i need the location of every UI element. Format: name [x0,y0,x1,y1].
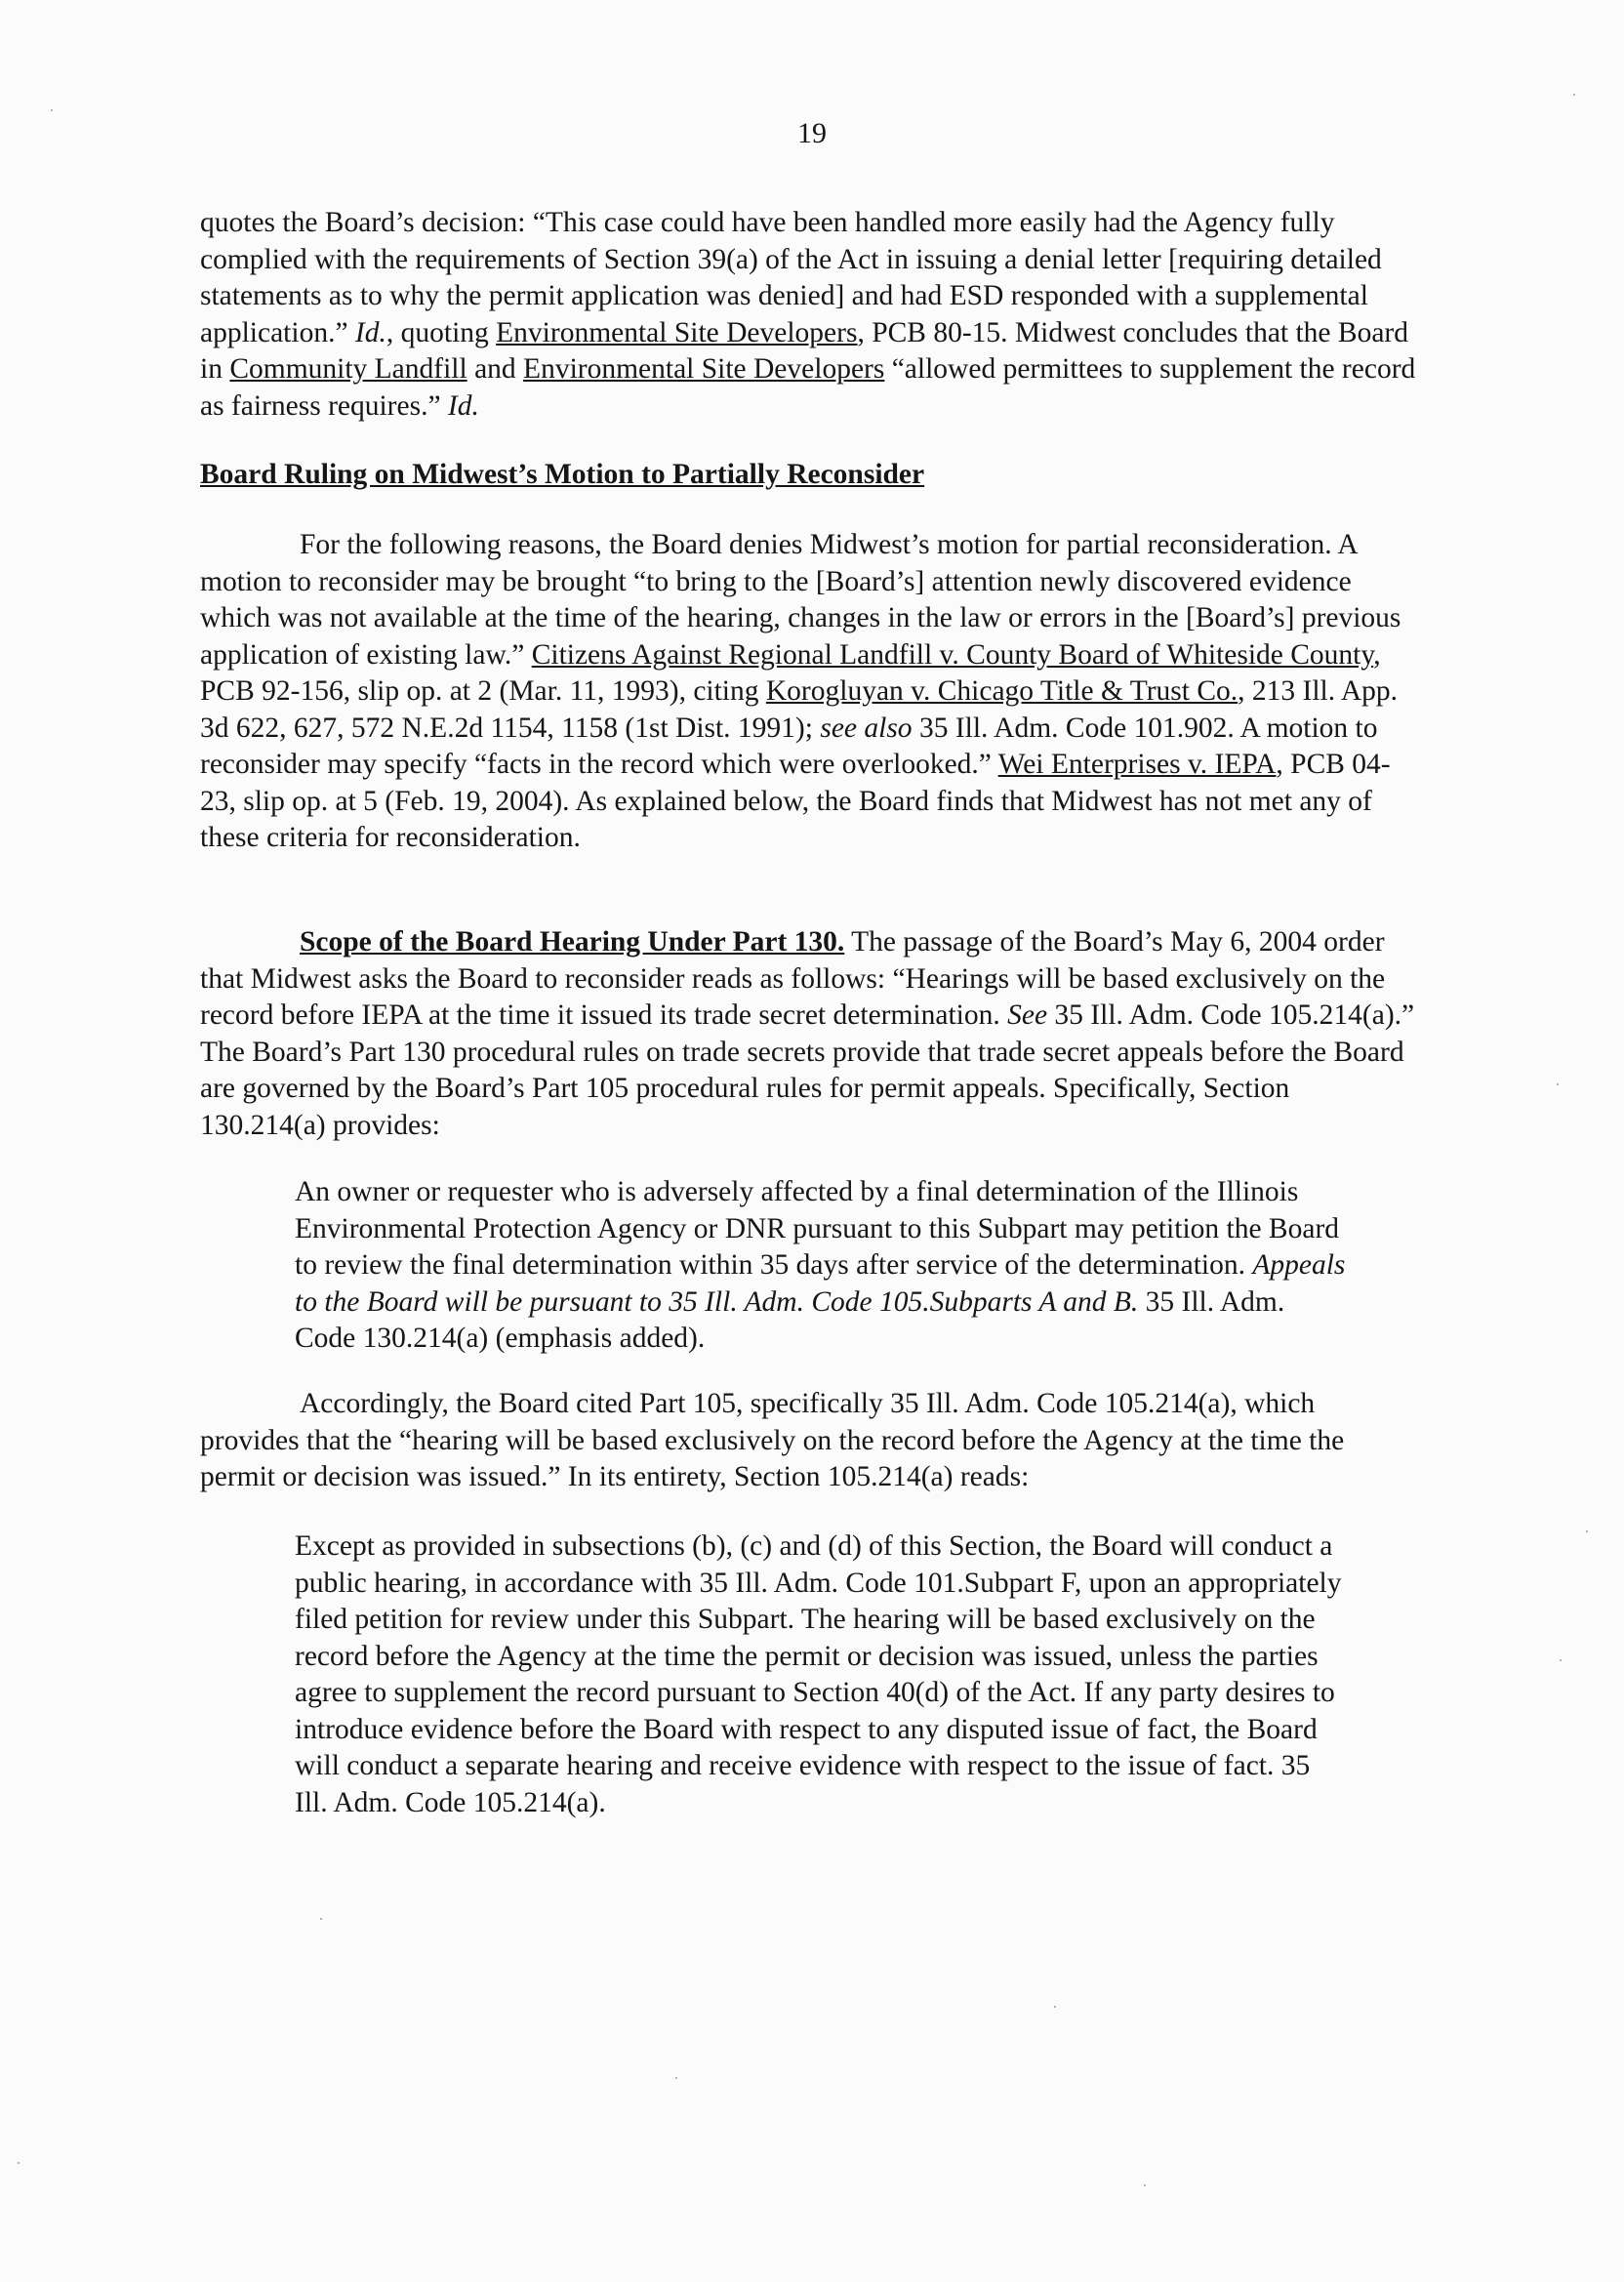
citation-citizens-against-regional-landfill: Citizens Against Regional Landfill v. County Board of Whiteside County [531,638,1374,671]
scan-speck [1557,1083,1559,1085]
scan-speck [1144,2184,1146,2186]
subsection-heading-scope: Scope of the Board Hearing Under Part 130. [300,926,845,958]
scan-speck [320,1918,322,1920]
blockquote-section-130-214: An owner or requester who is adversely affected by a final determination of the Illinois Environmental Protection Agency or DNR pursuant to this Subpart may petition the Board to review the final determination within 35 days after service of the determination. Appeals to the Board will be pursuant to 35 Ill. Adm. Code 105.Subparts A and B. 35 Ill. Adm. Code 130.214(a) (emphasis added). [295,1176,1346,1354]
paragraph-scope-of-hearing: Scope of the Board Hearing Under Part 130. The passage of the Board’s May 6, 2004 order that Midwest asks the Board to reconsider reads as follows: “Hearings will be based exclusively on the record before IEPA at the time it issued its trade secret determination. See 35 Ill. Adm. Code 105.214(a).” The Board’s Part 130 procedural rules on trade secrets provide that trade secret appeals before the Board are governed by the Board’s Part 105 procedural rules for permit appeals. Specifically, Section 130.214(a) provides: [200,926,1415,1141]
page-number: 19 [797,117,827,149]
scan-speck [51,109,53,111]
scan-speck [1573,94,1575,96]
scan-speck [675,2077,677,2079]
blockquote-section-105-214: Except as provided in subsections (b), (c) and (d) of this Section, the Board will conduct a public hearing, in accordance with 35 Ill. Adm. Code 101.Subpart F, upon an appropriately filed petition for review under this Subpart. The hearing will be based exclusively on the record before the Agency at the time the permit or decision was issued, unless the parties agree to supplement the record pursuant to Section 40(d) of the Act. If any party desires to introduce evidence before the Board with respect to any disputed issue of fact, the Board will conduct a separate hearing and receive evidence with respect to the issue of fact. 35 Ill. Adm. Code 105.214(a). [295,1530,1342,1818]
scan-speck [18,2162,20,2164]
scan-speck [1560,1659,1562,1661]
citation-environmental-site-developers-2: Environmental Site Developers [523,353,885,385]
paragraph-accordingly: Accordingly, the Board cited Part 105, specifically 35 Ill. Adm. Code 105.214(a), which provides that the “hearing will be based exclusively on the record before the Agency at the time the permit or decision was issued.” In its entirety, Section 105.214(a) reads: [200,1388,1345,1492]
paragraph-board-decision-quote: quotes the Board’s decision: “This case could have been handled more easily had the Agency fully complied with the requirements of Section 39(a) of the Act in issuing a denial letter [requiring detailed statements as to why the permit application was denied] and had ESD responded with a supplemental application.” Id., quoting Environmental Site Developers, PCB 80-15. Midwest concludes that the Board in Community Landfill and Environmental Site Developers “allowed permittees to supplement the record as fairness requires.” Id. [200,207,1416,422]
citation-korogluyan: Korogluyan v. Chicago Title & Trust Co. [765,675,1238,707]
section-heading: Board Ruling on Midwest’s Motion to Partially Reconsider [200,459,925,490]
scan-speck [1054,2006,1056,2008]
citation-wei-enterprises: Wei Enterprises v. IEPA [997,749,1277,780]
paragraph-ruling: For the following reasons, the Board denies Midwest’s motion for partial reconsideration. A motion to reconsider may be brought “to bring to the [Board’s] attention newly discovered evidence which was not available at the time of the hearing, changes in the law or errors in the [Board’s] previous application of existing law.” Citizens Against Regional Landfill v. County Board of Whiteside County, PCB 92-156, slip op. at 2 (Mar. 11, 1993), citing Korogluyan v. Chicago Title & Trust Co., 213 Ill. App. 3d 622, 627, 572 N.E.2d 1154, 1158 (1st Dist. 1991); see also 35 Ill. Adm. Code 101.902. A motion to reconsider may specify “facts in the record which were overlooked.” Wei Enterprises v. IEPA, PCB 04-23, slip op. at 5 (Feb. 19, 2004). As explained below, the Board finds that Midwest has not met any of these criteria for reconsideration. [200,529,1401,853]
scan-speck [1586,1530,1588,1532]
citation-environmental-site-developers: Environmental Site Developers [496,316,858,348]
citation-community-landfill: Community Landfill [229,353,467,385]
